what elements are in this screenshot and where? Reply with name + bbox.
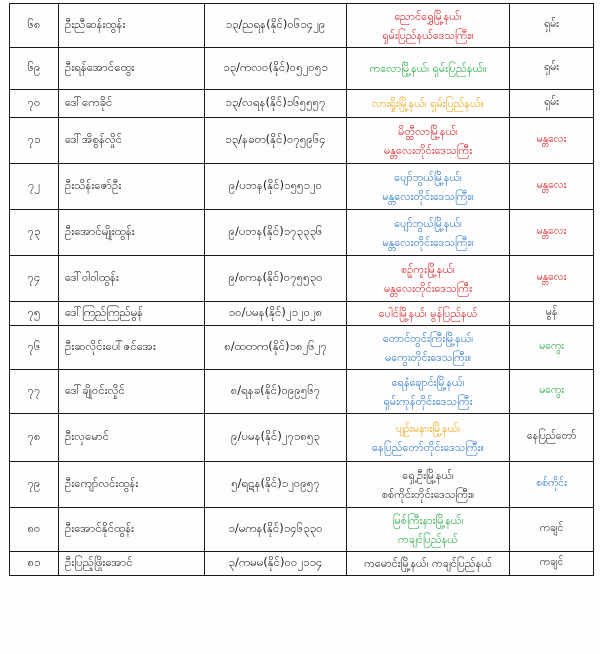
location-line: တောင်တွင်းကြီးမြို့နယ်၊ (382, 331, 474, 345)
name-cell: ဦးအောင်နိုင်ထွန်း (59, 508, 205, 552)
nrc-id-cell: ၁၃/ညရန(နိုင်)၀၆၁၄၂၉ (205, 4, 347, 48)
location-cell (347, 4, 510, 48)
region-cell: မန္တလေး (510, 118, 594, 164)
location-cell (347, 48, 510, 90)
personnel-table (9, 3, 594, 576)
location-line: ညောင်ရွှေမြို့နယ်၊ (394, 9, 462, 23)
nrc-id-cell: ၉/ပမန(နိုင်)၂၇၁၈၅၃ (205, 414, 347, 462)
name-cell: ဦးဆလိုင်းပေါ်ဇင်အေး (59, 326, 205, 370)
table-row (10, 164, 594, 210)
nrc-id-cell: ၃/ကမမ(နိုင်)၀၀၂၁၁၄ (205, 552, 347, 576)
nrc-id-cell: ၁၃/လရန(နိုင်)၁၆၅၅၅၇ (205, 90, 347, 118)
location-line: ပေါင်မြို့နယ်၊ မွန်ပြည်နယ် (378, 307, 478, 320)
location-line: ပျဉ်းမနားမြို့နယ်၊ (395, 421, 461, 435)
location-cell (347, 508, 510, 552)
table-row (10, 90, 594, 118)
row-number-cell: ၇၀ (10, 90, 59, 118)
location-cell (347, 302, 510, 326)
location-cell (347, 326, 510, 370)
location-cell (347, 164, 510, 210)
table-row (10, 370, 594, 414)
location-line: မန္တလေးတိုင်းဒေသကြီး (384, 281, 472, 295)
table-row (10, 48, 594, 90)
location-cell (347, 118, 510, 164)
row-number-cell: ၇၁ (10, 118, 59, 164)
name-cell: ဒေါ်ဝါဝါထွန်း (59, 256, 205, 302)
table-row (10, 414, 594, 462)
name-cell: ဦးလှမောင် (59, 414, 205, 462)
row-number-cell: ၇၂ (10, 164, 59, 210)
row-number-cell: ၇၇ (10, 370, 59, 414)
location-line: နေပြည်တော်တိုင်းဒေသကြီး။ (372, 440, 484, 454)
region-cell: မန္တလေး (510, 164, 594, 210)
location-line: ကမောင်းမြို့နယ်၊ ကချင်ပြည်နယ် (364, 557, 492, 570)
row-number-cell: ၇၃ (10, 210, 59, 256)
nrc-id-cell: ၈/ရနခ(နိုင်)၀၉၉၅၆၇ (205, 370, 347, 414)
row-number-cell: ၈၀ (10, 508, 59, 552)
table-row (10, 462, 594, 508)
table-row (10, 210, 594, 256)
location-line: ကလောမြို့နယ်၊ ရှမ်းပြည်နယ်။ (369, 62, 487, 75)
region-cell: ရှမ်း (510, 4, 594, 48)
nrc-id-cell: ၉/စကန(နိုင်)၀၇၅၅၃၀ (205, 256, 347, 302)
location-line: စစ်ကိုင်းတိုင်းဒေသကြီး။ (381, 487, 475, 501)
name-cell: ဦးရန်အောင်ထွေး (59, 48, 205, 90)
nrc-id-cell: ၉/ပဘန(နိုင်)၁၅၅၁၂၀ (205, 164, 347, 210)
region-cell: မွန် (510, 302, 594, 326)
location-line: မန္တလေးတိုင်းဒေသကြီး။ (382, 235, 474, 249)
row-number-cell: ၇၈ (10, 414, 59, 462)
region-cell: စစ်ကိုင်း (510, 462, 594, 508)
row-number-cell: ၈၁ (10, 552, 59, 576)
nrc-id-cell: ၈/ထတက(နိုင်)၁၈၂၆၂၇ (205, 326, 347, 370)
table-row (10, 118, 594, 164)
region-cell: ကချင် (510, 552, 594, 576)
location-cell (347, 552, 510, 576)
region-cell: ရှမ်း (510, 90, 594, 118)
location-line: စဥ့်ကူးမြို့နယ်၊ (401, 262, 455, 276)
name-cell: ဒေါ်ကြည်ကြည်မွန် (59, 302, 205, 326)
location-line: ကချင်ပြည်နယ် (398, 532, 458, 546)
row-number-cell: ၇၆ (10, 326, 59, 370)
table-row (10, 302, 594, 326)
location-cell (347, 90, 510, 118)
nrc-id-cell: ၉/ပဘန(နိုင်)၁၇၃၃၃၆ (205, 210, 347, 256)
location-cell (347, 210, 510, 256)
nrc-id-cell: ၁၃/နခတ(နိုင်)၀၇၅၉၆၄ (205, 118, 347, 164)
name-cell: ဒေါ်ချိုဝင်းလှိုင် (59, 370, 205, 414)
name-cell: ဦးကျော်လင်းထွန်း (59, 462, 205, 508)
row-number-cell: ၇၅ (10, 302, 59, 326)
region-cell: ရှမ်း (510, 48, 594, 90)
row-number-cell: ၇၄ (10, 256, 59, 302)
region-cell: နေပြည်တော် (510, 414, 594, 462)
name-cell: ဦးသိန်းဇော်ဦး (59, 164, 205, 210)
location-line: မြစ်ကြီးနားမြို့နယ်၊ (392, 513, 464, 527)
location-line: ရှမ်းပြည်နယ်ဒေသကြီး။ (382, 28, 474, 42)
region-cell: ကချင် (510, 508, 594, 552)
table-row (10, 256, 594, 302)
region-cell: မန္တလေး (510, 256, 594, 302)
region-cell: မကွေး (510, 370, 594, 414)
nrc-id-cell: ၅/ရဋန(နိုင်)၁၂၀၉၅၇ (205, 462, 347, 508)
location-line: မိတ္ထီလာမြို့နယ်၊ (398, 124, 458, 138)
location-line: မန္တလေးတိုင်းဒေသကြီး (384, 143, 472, 157)
table-row (10, 552, 594, 576)
name-cell: ဦးအောင်မျိုးထွန်း (59, 210, 205, 256)
location-line: ရေနံချောင်းမြို့နယ်၊ (391, 375, 465, 389)
location-cell (347, 370, 510, 414)
region-cell: မန္တလေး (510, 210, 594, 256)
row-number-cell: ၆၈ (10, 4, 59, 48)
region-cell: မကွေး (510, 326, 594, 370)
nrc-id-cell: ၁/မကန(နိုင်)၁၄၆၃၃၀ (205, 508, 347, 552)
table-body (10, 4, 594, 576)
location-line: ရှမ်းကုန်တိုင်းဒေသကြီး (383, 394, 473, 408)
location-line: ရှေ့ဦးမြို့နယ်၊ (402, 468, 454, 482)
name-cell: ဦးညီဆန်းထွန်း (59, 4, 205, 48)
name-cell: ဦးပြည့်ဖြိုးအောင် (59, 552, 205, 576)
nrc-id-cell: ၁၃/ကလဝ(နိုင်)၀၅၂၀၅၁ (205, 48, 347, 90)
name-cell: ဒေါ်ကေခိုင် (59, 90, 205, 118)
location-line: လားရှိုးမြို့နယ်၊ ရှမ်းပြည်နယ်။ (371, 97, 485, 110)
location-line: ပျော်ဘွယ်မြို့နယ်၊ (394, 216, 462, 230)
location-cell (347, 414, 510, 462)
location-line: မကွေးတိုင်းဒေသကြီး။ (384, 350, 472, 364)
name-cell: ဒေါ်အိစွန်လှိုင် (59, 118, 205, 164)
nrc-id-cell: ၁၀/ပမန(နိုင်)၂၁၂၀၂၈ (205, 302, 347, 326)
row-number-cell: ၇၉ (10, 462, 59, 508)
table-row (10, 508, 594, 552)
table-row (10, 326, 594, 370)
location-line: မန္တလေးတိုင်းဒေသကြီး။ (382, 189, 474, 203)
table-row (10, 4, 594, 48)
location-line: ပျော်ဘွယ်မြို့နယ်၊ (394, 170, 462, 184)
location-cell (347, 256, 510, 302)
location-cell (347, 462, 510, 508)
row-number-cell: ၆၉ (10, 48, 59, 90)
